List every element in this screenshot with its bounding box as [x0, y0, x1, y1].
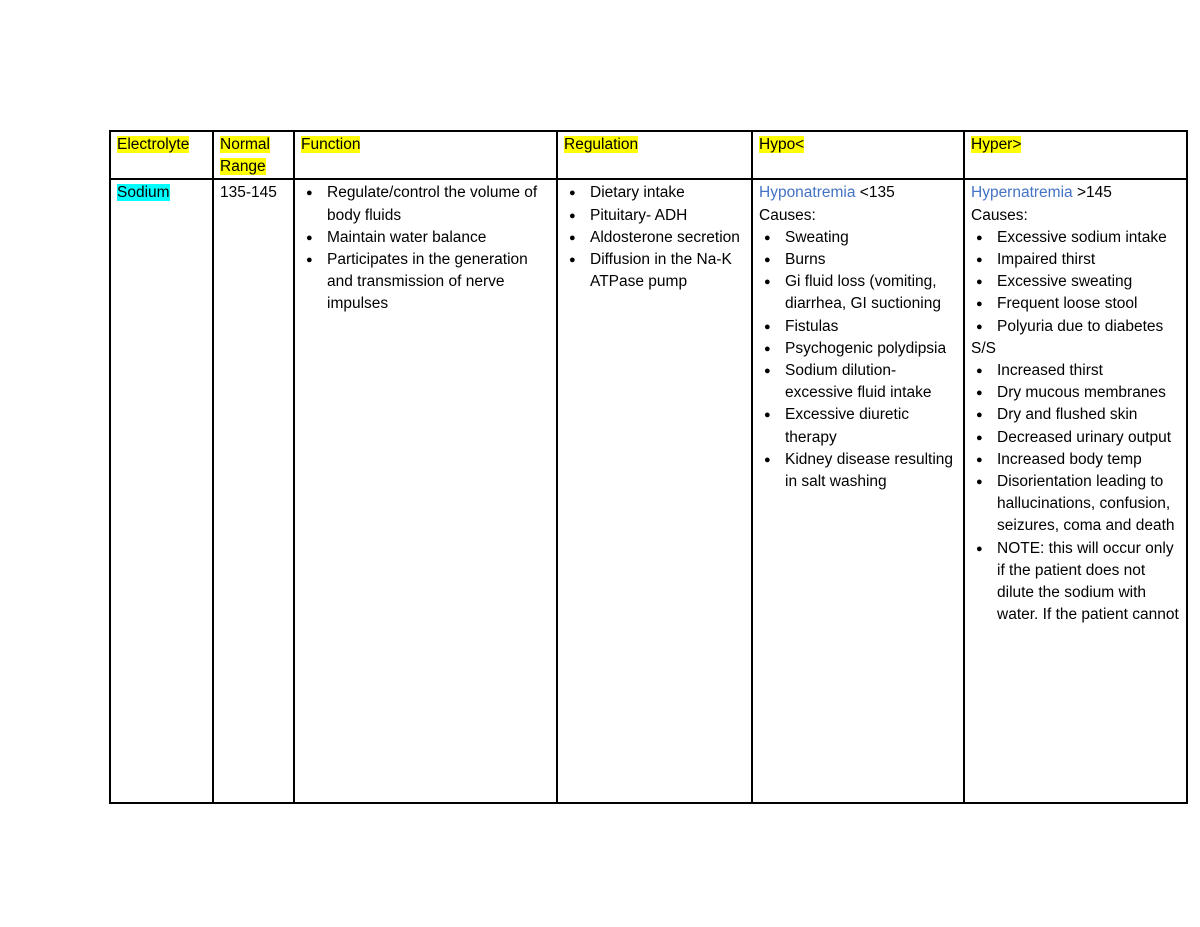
header-function-label: Function: [301, 136, 361, 153]
hyper-term: Hypernatremia: [971, 184, 1073, 202]
list-item: ● Dry and flushed skin: [971, 404, 1180, 426]
cell-regulation: [557, 179, 752, 803]
cell-electrolyte: [110, 179, 213, 803]
header-hypo-label: Hypo<: [759, 136, 805, 153]
regulation-list: [564, 182, 745, 293]
header-normal-range: [213, 131, 294, 179]
cell-normal-range: [213, 179, 294, 803]
list-item: ● Increased thirst: [971, 360, 1180, 382]
header-hyper: [964, 131, 1187, 179]
list-item: ● Excessive diuretic therapy: [759, 404, 957, 448]
list-item: ● NOTE: this will occur only if the patient does not dilute the sodium with water. If the patient cannot: [971, 538, 1180, 627]
list-item: ● Dietary intake: [564, 182, 745, 204]
normal-range-value: 135-145: [220, 184, 277, 202]
list-item: ● Burns: [759, 249, 957, 271]
list-item: ● Polyuria due to diabetes: [971, 316, 1180, 338]
list-item: ● Frequent loose stool: [971, 293, 1180, 315]
header-electrolyte-label: Electrolyte: [117, 136, 190, 153]
list-item: ● Increased body temp: [971, 449, 1180, 471]
cell-hyper: [964, 179, 1187, 803]
cell-hypo: [752, 179, 964, 803]
hypo-term: Hyponatremia: [759, 184, 856, 202]
header-hypo: [752, 131, 964, 179]
hyper-ss-label: S/S: [971, 339, 996, 357]
header-row: [110, 131, 1187, 179]
list-item: ● Disorientation leading to hallucinations, confusion, seizures, coma and death: [971, 471, 1180, 538]
hyper-causes-list: [971, 227, 1180, 338]
list-item: ● Gi fluid loss (vomiting, diarrhea, GI suctioning: [759, 271, 957, 315]
list-item: ● Excessive sweating: [971, 271, 1180, 293]
header-function: [294, 131, 557, 179]
hyper-signs-list: [971, 360, 1180, 626]
table-row: [110, 179, 1187, 803]
list-item: ● Sodium dilution- excessive fluid intake: [759, 360, 957, 404]
hypo-causes-label: Causes:: [759, 206, 816, 224]
list-item: ● Fistulas: [759, 316, 957, 338]
header-electrolyte: [110, 131, 213, 179]
function-list: [301, 182, 550, 315]
list-item: ● Impaired thirst: [971, 249, 1180, 271]
cell-function: [294, 179, 557, 803]
list-item: ● Decreased urinary output: [971, 427, 1180, 449]
hyper-causes-label: Causes:: [971, 206, 1028, 224]
hypo-threshold: <135: [855, 184, 895, 202]
hypo-causes-list: [759, 227, 957, 493]
header-normal-range-label: Normal Range: [220, 136, 270, 176]
list-item: ● Kidney disease resulting in salt washing: [759, 449, 957, 493]
list-item: ● Sweating: [759, 227, 957, 249]
header-hyper-label: Hyper>: [971, 136, 1022, 153]
hyper-threshold: >145: [1072, 184, 1112, 202]
list-item: ● Dry mucous membranes: [971, 382, 1180, 404]
list-item: ● Participates in the generation and transmission of nerve impulses: [301, 249, 550, 316]
electrolyte-table: [109, 130, 1188, 804]
list-item: ● Psychogenic polydipsia: [759, 338, 957, 360]
electrolyte-name: Sodium: [117, 184, 170, 202]
list-item: ● Maintain water balance: [301, 227, 550, 249]
header-regulation-label: Regulation: [564, 136, 639, 153]
header-regulation: [557, 131, 752, 179]
list-item: ● Diffusion in the Na-K ATPase pump: [564, 249, 745, 293]
hyper-title: [971, 182, 1180, 204]
list-item: ● Aldosterone secretion: [564, 227, 745, 249]
list-item: ● Pituitary- ADH: [564, 205, 745, 227]
hypo-title: [759, 182, 957, 204]
list-item: ● Regulate/control the volume of body fluids: [301, 182, 550, 226]
list-item: ● Excessive sodium intake: [971, 227, 1180, 249]
